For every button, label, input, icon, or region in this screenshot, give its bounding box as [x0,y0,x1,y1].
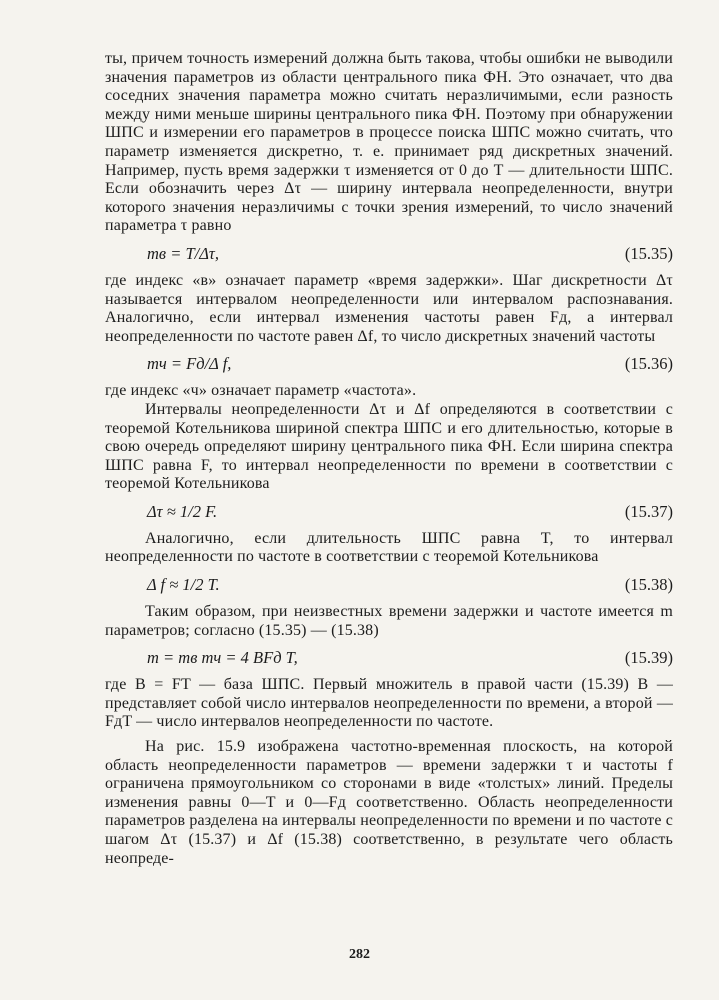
equation-formula: Δτ ≈ 1/2 F. [147,501,218,521]
paragraph: Аналогично, если длительность ШПС равна T, то интервал неопределенности по частоте в соответствии с теоремой Котельникова [105,529,673,566]
equation-15-37 [105,502,673,524]
equation-number: (15.38) [624,575,673,595]
paragraph: Интервалы неопределенности Δτ и Δf определяются в соответствии с теоремой Котельникова шириной спектра ШПС и его длительностью, которые в свою очередь определяют ширину центрального пика ФН. Если ширина спектра ШПС равна F, то интервал неопределенности по времени в соответствии с теоремой Котельникова [105,400,673,493]
equation-15-39 [105,648,673,670]
equation-formula: mч = Fд/Δ f, [147,354,232,374]
equation-formula: m = mв mч = 4 BFд T, [147,648,298,668]
equation-15-36 [105,354,673,376]
equation-number: (15.36) [624,354,673,374]
paragraph: На рис. 15.9 изображена частотно-временная плоскость, на которой область неопределенности параметров — времени задержки τ и частоты f ограничена прямоугольником со сторонами в виде «толстых» линий. Пределы изменения равны 0—T и 0—Fд соответственно. Область неопределенности параметров разделена на интервалы неопределенности по времени и по частоте с шагом Δτ (15.37) и Δf (15.38) соответственно, в результате чего область неопреде- [105,738,673,867]
paragraph: где индекс «ч» означает параметр «частота». [105,382,417,400]
equation-number: (15.39) [624,648,673,668]
paragraph: где B = FT — база ШПС. Первый множитель в правой части (15.39) B — представляет собой число интервалов неопределенности по времени, а второй — FдT — число интервалов неопределенности по частоте. [105,676,673,731]
paragraph: Таким образом, при неизвестных времени задержки и частоте имеется m параметров; согласно (15.35) — (15.38) [105,603,673,639]
page-number: 282 [349,947,370,962]
paragraph: ты, причем точность измерений должна быть такова, чтобы ошибки не выводили значения параметров из области центрального пика ФН. Это означает, что два соседних значения параметра можно считать неразличимыми, если разность между ними меньше ширины центрального пика ФН. Поэтому при обнаружении ШПС и измерении его параметров в процессе поиска ШПС можно считать, что параметр изменяется дискретно, т. е. принимает ряд дискретных значений. Например, пусть время задержки τ изменяется от 0 до T — длительности ШПС. Если обозначить через Δτ — ширину интервала неопределенности, внутри которого значения неразличимы с точки зрения измерений, то число значений параметра τ равно [105,50,673,235]
equation-15-38 [105,575,673,597]
equation-number: (15.35) [624,243,673,263]
equation-number: (15.37) [624,501,673,521]
equation-formula: Δ f ≈ 1/2 T. [147,575,220,595]
text-column [105,50,673,868]
paragraph: где индекс «в» означает параметр «время задержки». Шаг дискретности Δτ называется интервалом неопределенности или интервалом распознавания. Аналогично, если интервал изменения частоты равен Fд, а интервал неопределенности по частоте равен Δf, то число дискретных значений частоты [105,271,673,345]
equation-formula: mв = T/Δτ, [147,243,219,263]
equation-15-35 [105,244,673,266]
